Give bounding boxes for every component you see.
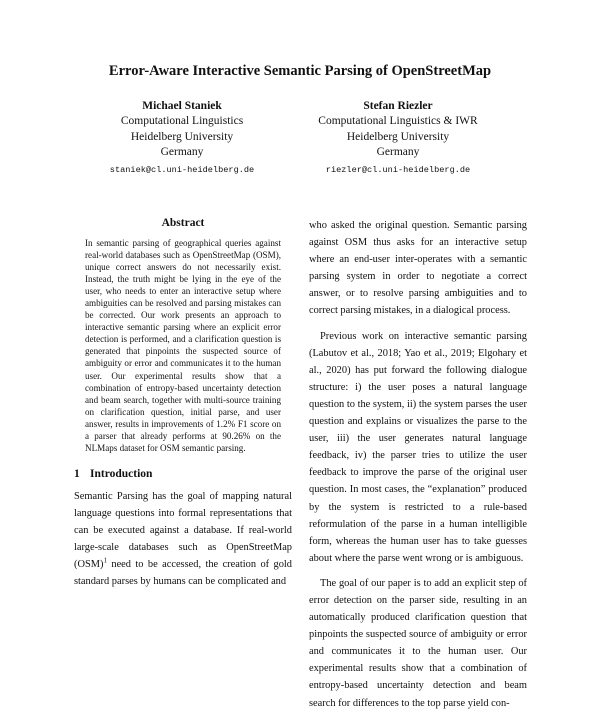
footnote-marker[interactable]: 1 [103, 556, 107, 565]
author-institution: Heidelberg University [346, 130, 450, 143]
left-column [74, 217, 292, 590]
author-country: Germany [376, 146, 420, 159]
right-paragraph-previous-work: Previous work on interactive semantic parsing (Labutov et al., 2018; Yao et al., 2019; Elgohary et al., 2020) has put forward the following dialogue structure: i) the user poses a natural language question to the system, ii) the system parses the user question and explains or visualizes the parse to the user, iii) the user generates natural language feedback, iv) the parser tries to utilize the user feedback to improve the parse of the original user question. In most cases, the “explanation” produced by the system is restricted to a rule-based reformulation of the parse in a human intelligible form, whereas the human user has to take guesses about where the parse went wrong or is ambiguous. [309, 330, 527, 564]
paper-title: Error-Aware Interactive Semantic Parsing of OpenStreetMap [108, 63, 492, 79]
intro-paragraph [74, 488, 292, 591]
author-affiliation: Computational Linguistics & IWR [318, 115, 478, 128]
section-title-text: Introduction [90, 467, 153, 480]
author-block-2 [298, 99, 498, 178]
section-number: 1 [74, 467, 80, 480]
section-heading-introduction [74, 468, 292, 480]
intro-text-start: Semantic Parsing has the goal of mapping natural language questions into formal representations that can be executed against a database. If real-world large-scale databases such as OpenStreetMap (OSM) [74, 490, 292, 571]
author-affiliation: Computational Linguistics [120, 115, 244, 128]
right-paragraph-goal: The goal of our paper is to add an explicit step of error detection on the parser side, resulting in an automatically produced clarification question that pinpoints the suspected source of ambiguity or error and communicates it to the human user. Our experimental results show that a combination of entropy-based uncertainty detection and beam search for differences to the top parse yield con- [309, 577, 527, 709]
abstract-heading: Abstract [161, 217, 205, 229]
author-block-1 [82, 99, 282, 178]
author-country: Germany [160, 146, 204, 159]
author-name: Stefan Riezler [363, 100, 433, 112]
right-column [309, 217, 527, 712]
right-paragraph-continued: who asked the original question. Semantic parsing against OSM thus asks for an interactive setup where an end-user inter-operates with a semantic parsing system in order to negotiate a correct answer, or to resolve parsing ambiguities and to correct parsing mistakes, in a dialogical process. [309, 220, 527, 317]
author-email[interactable]: staniek@cl.uni-heidelberg.de [109, 164, 255, 175]
author-institution: Heidelberg University [130, 130, 234, 143]
intro-text-end: need to be accessed, the creation of gold standard parses by humans can be complicated and [74, 559, 292, 588]
author-email[interactable]: riezler@cl.uni-heidelberg.de [325, 164, 471, 175]
author-name: Michael Staniek [142, 100, 222, 112]
abstract-text: In semantic parsing of geographical queries against real-world databases such as OpenStreetMap (OSM), unique correct answers do not necessarily exist. Instead, the truth might be lying in the eye of the user, who needs to enter an interactive setup where ambiguities can be resolved and parsing mistakes can be corrected. Our work presents an approach to interactive semantic parsing where an explicit error detection is performed, and a clarification question is generated that pinpoints the suspected source of ambiguity or error and communicates it to the human user. Our experimental results show that a combination of entropy-based uncertainty detection and beam search, together with multi-source training on clarification question, initial parse, and user answer, results in improvements of 1.2% F1 score on a parser that already performs at 90.26% on the NLMaps dataset for OSM semantic parsing. [85, 238, 281, 453]
